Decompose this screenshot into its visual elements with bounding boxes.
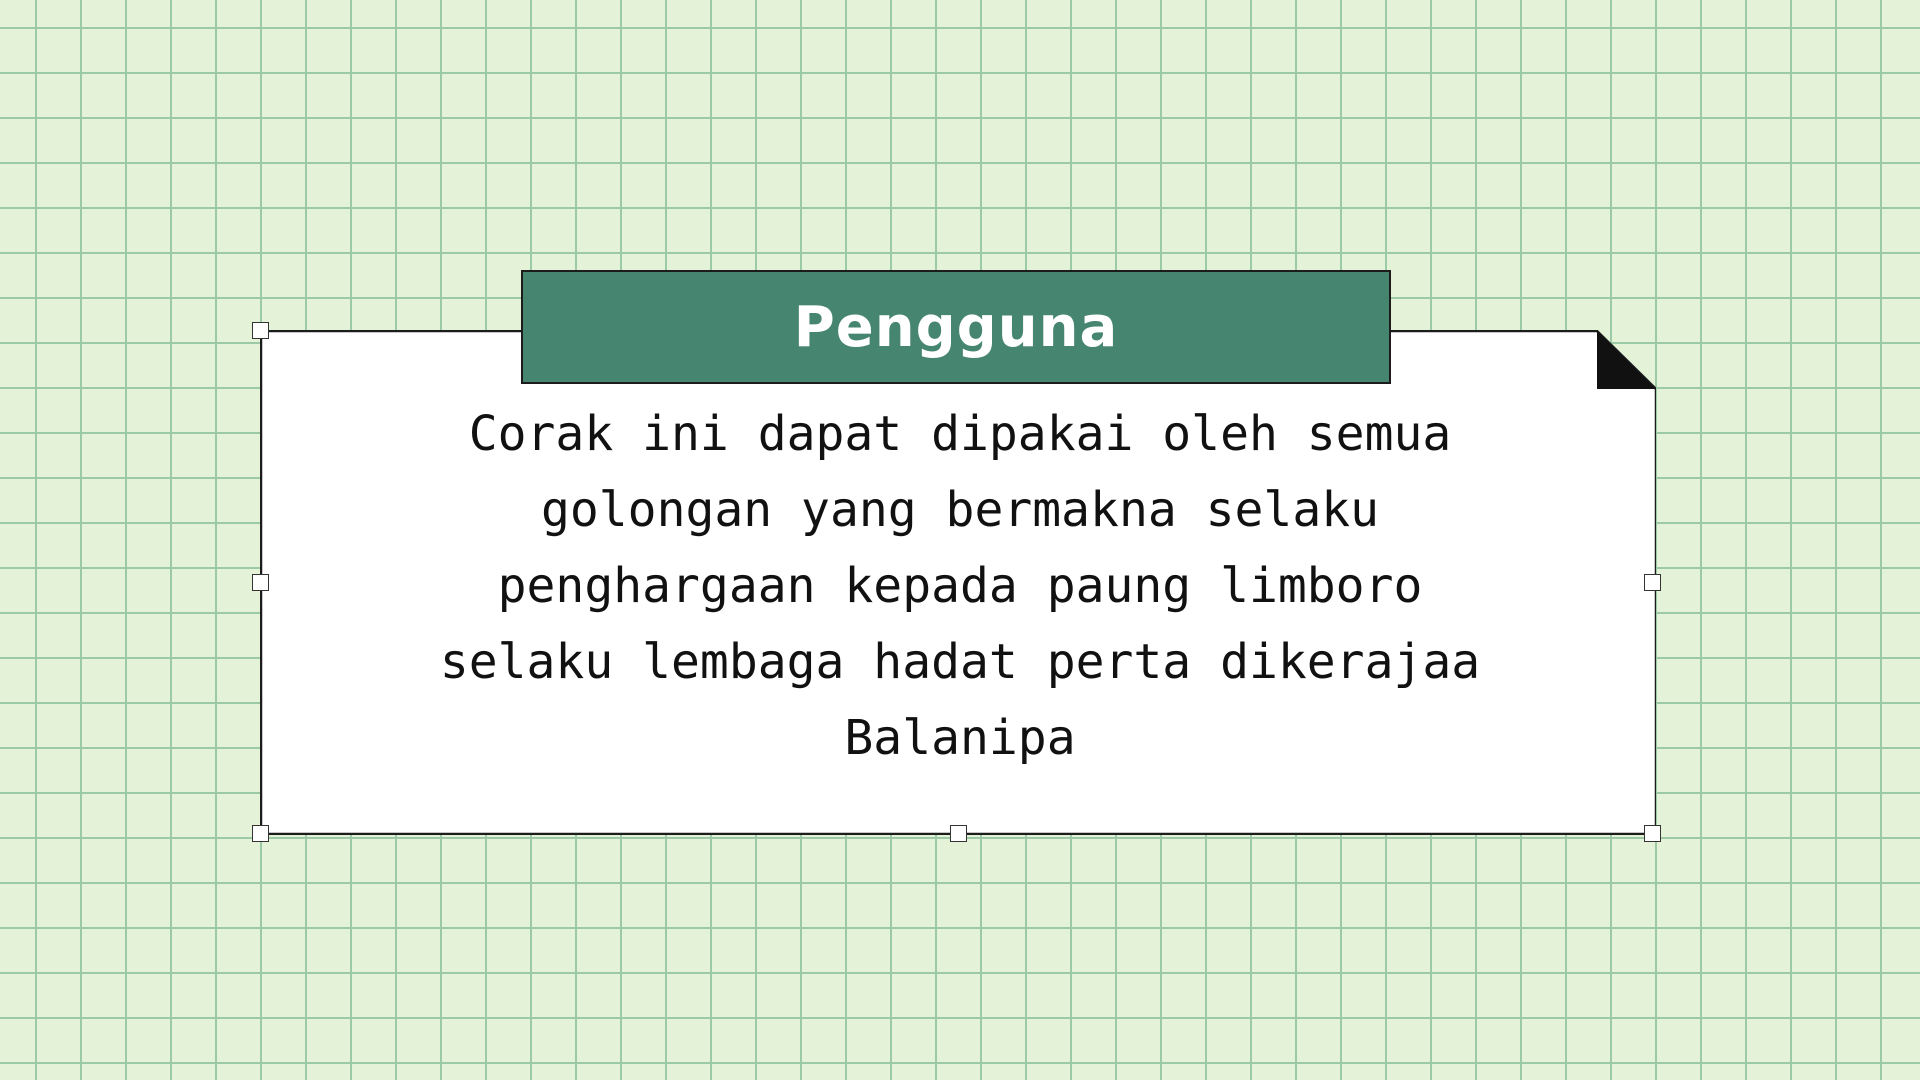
text-card[interactable] [260, 294, 1656, 835]
card-title: Pengguna [793, 294, 1119, 360]
resize-handle-top-left[interactable] [252, 322, 269, 339]
resize-handle-middle-right[interactable] [1644, 574, 1661, 591]
resize-handle-bottom-left[interactable] [252, 825, 269, 842]
resize-handle-bottom-right[interactable] [1644, 825, 1661, 842]
resize-handle-bottom-middle[interactable] [950, 825, 967, 842]
title-tab [521, 270, 1391, 384]
resize-handle-middle-left[interactable] [252, 574, 269, 591]
card-body-text: Corak ini dapat dipakai oleh semua golongan yang bermakna selaku penghargaan kepada paung limboro selaku lembaga hadat perta dikerajaa Balanipa [439, 406, 1481, 766]
